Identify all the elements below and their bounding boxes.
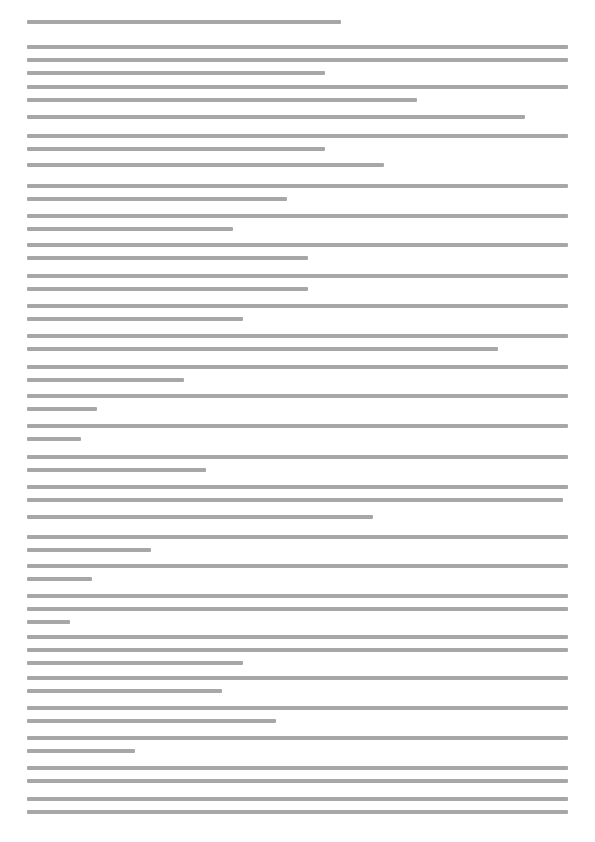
text-line-placeholder (27, 810, 568, 814)
text-line-placeholder (27, 535, 568, 539)
text-line-placeholder (27, 661, 243, 665)
paragraph-4-12 (27, 239, 568, 265)
text-line-placeholder (27, 45, 568, 49)
text-line-placeholder (27, 689, 222, 693)
text-line-placeholder (27, 607, 568, 611)
text-line-placeholder (27, 564, 568, 568)
text-line-placeholder (27, 648, 568, 652)
paragraph-4-25 (27, 631, 568, 670)
paragraph-4-15 (27, 330, 568, 356)
text-line-placeholder (27, 274, 568, 278)
text-line-placeholder (27, 85, 568, 89)
text-line-placeholder (27, 498, 563, 502)
text-line-placeholder (27, 115, 525, 119)
paragraph-4-21 (27, 511, 568, 524)
paragraph-4-9 (27, 159, 568, 172)
text-line-placeholder (27, 797, 568, 801)
paragraph-4-6 (27, 81, 568, 107)
text-line-placeholder (27, 548, 151, 552)
text-line-placeholder (27, 455, 568, 459)
text-line-placeholder (27, 394, 568, 398)
paragraph-4-18 (27, 420, 568, 446)
text-line-placeholder (27, 620, 70, 624)
paragraph-4-13 (27, 270, 568, 296)
text-line-placeholder (27, 243, 568, 247)
paragraph-4-28 (27, 732, 568, 758)
text-line-placeholder (27, 163, 384, 167)
paragraph-4-10 (27, 180, 568, 206)
paragraph-4-7 (27, 111, 568, 124)
text-line-placeholder (27, 304, 568, 308)
text-line-placeholder (27, 98, 417, 102)
paragraph-4-11 (27, 210, 568, 236)
text-line-placeholder (27, 779, 568, 783)
paragraph-4-22 (27, 531, 568, 557)
paragraph-4-5 (27, 41, 568, 80)
text-line-placeholder (27, 577, 92, 581)
text-line-placeholder (27, 424, 568, 428)
paragraph-4-19 (27, 451, 568, 477)
paragraph-4-24 (27, 590, 568, 629)
text-line-placeholder (27, 134, 568, 138)
text-line-placeholder (27, 214, 568, 218)
text-line-placeholder (27, 184, 568, 188)
text-line-placeholder (27, 317, 243, 321)
text-line-placeholder (27, 227, 233, 231)
text-line-placeholder (27, 347, 498, 351)
text-line-placeholder (27, 58, 568, 62)
text-line-placeholder (27, 20, 341, 24)
text-line-placeholder (27, 147, 325, 151)
text-line-placeholder (27, 256, 308, 260)
text-line-placeholder (27, 468, 206, 472)
text-line-placeholder (27, 766, 568, 770)
text-line-placeholder (27, 594, 568, 598)
paragraph-4-30 (27, 793, 568, 819)
text-line-placeholder (27, 706, 568, 710)
text-line-placeholder (27, 736, 568, 740)
text-line-placeholder (27, 676, 568, 680)
paragraph-4-20 (27, 481, 568, 507)
paragraph-4-29 (27, 762, 568, 788)
text-line-placeholder (27, 71, 325, 75)
text-line-placeholder (27, 197, 287, 201)
text-line-placeholder (27, 635, 568, 639)
text-line-placeholder (27, 749, 135, 753)
paragraph-4-16 (27, 361, 568, 387)
text-line-placeholder (27, 365, 568, 369)
paragraph-4-17 (27, 390, 568, 416)
paragraph-4-14 (27, 300, 568, 326)
text-line-placeholder (27, 437, 81, 441)
text-line-placeholder (27, 719, 276, 723)
text-line-placeholder (27, 407, 97, 411)
paragraph-4-26 (27, 672, 568, 698)
paragraph-intro (27, 16, 568, 29)
paragraph-4-27 (27, 702, 568, 728)
text-line-placeholder (27, 378, 184, 382)
text-line-placeholder (27, 334, 568, 338)
text-line-placeholder (27, 515, 373, 519)
text-line-placeholder (27, 287, 308, 291)
paragraph-4-23 (27, 560, 568, 586)
text-line-placeholder (27, 485, 568, 489)
paragraph-4-8 (27, 130, 568, 156)
